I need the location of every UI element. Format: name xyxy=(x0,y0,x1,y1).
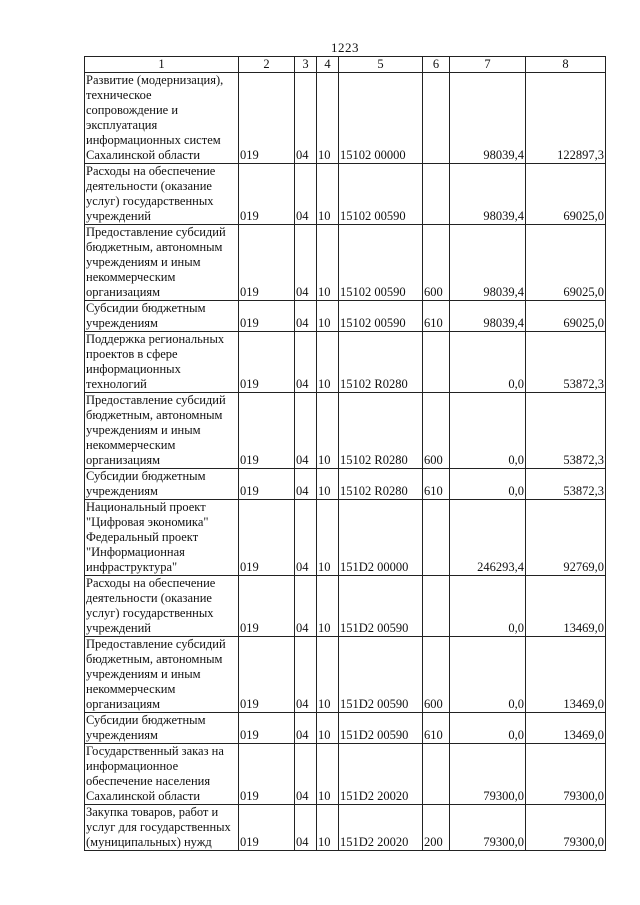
row-ministry-code: 019 xyxy=(239,469,295,500)
column-header: 6 xyxy=(423,57,450,73)
table-row xyxy=(85,744,606,805)
table-row xyxy=(85,73,606,164)
row-name: Расходы на обеспечение деятельности (оказание услуг) государственных учреждений xyxy=(85,576,239,637)
row-name: Субсидии бюджетным учреждениям xyxy=(85,301,239,332)
row-amount-col7: 98039,4 xyxy=(450,73,526,164)
row-target-article: 151D2 00590 xyxy=(339,637,423,713)
row-subsection-code: 10 xyxy=(317,500,339,576)
row-subsection-code: 10 xyxy=(317,393,339,469)
row-amount-col7: 246293,4 xyxy=(450,500,526,576)
row-subsection-code: 10 xyxy=(317,637,339,713)
row-section-code: 04 xyxy=(295,301,317,332)
row-expense-type xyxy=(423,744,450,805)
row-target-article: 151D2 00590 xyxy=(339,576,423,637)
row-amount-col7: 79300,0 xyxy=(450,744,526,805)
row-amount-col7: 0,0 xyxy=(450,332,526,393)
row-amount-col8: 53872,3 xyxy=(526,332,606,393)
row-ministry-code: 019 xyxy=(239,225,295,301)
column-header: 5 xyxy=(339,57,423,73)
row-section-code: 04 xyxy=(295,713,317,744)
row-subsection-code: 10 xyxy=(317,301,339,332)
row-subsection-code: 10 xyxy=(317,469,339,500)
row-expense-type: 600 xyxy=(423,393,450,469)
row-expense-type: 600 xyxy=(423,225,450,301)
row-section-code: 04 xyxy=(295,576,317,637)
row-section-code: 04 xyxy=(295,164,317,225)
row-amount-col8: 69025,0 xyxy=(526,225,606,301)
row-name: Предоставление субсидий бюджетным, автономным учреждениям и иным некоммерческим организациям xyxy=(85,637,239,713)
row-target-article: 15102 00590 xyxy=(339,225,423,301)
row-ministry-code: 019 xyxy=(239,744,295,805)
row-section-code: 04 xyxy=(295,744,317,805)
row-expense-type: 610 xyxy=(423,713,450,744)
row-subsection-code: 10 xyxy=(317,164,339,225)
row-target-article: 15102 R0280 xyxy=(339,469,423,500)
row-amount-col8: 69025,0 xyxy=(526,301,606,332)
row-amount-col8: 69025,0 xyxy=(526,164,606,225)
row-section-code: 04 xyxy=(295,332,317,393)
table-row xyxy=(85,805,606,851)
row-amount-col8: 13469,0 xyxy=(526,637,606,713)
column-header: 4 xyxy=(317,57,339,73)
page-number: 1223 xyxy=(331,40,359,55)
row-subsection-code: 10 xyxy=(317,73,339,164)
row-amount-col8: 92769,0 xyxy=(526,500,606,576)
table-row xyxy=(85,576,606,637)
row-amount-col7: 0,0 xyxy=(450,393,526,469)
table-row xyxy=(85,301,606,332)
table-header-row xyxy=(85,57,606,73)
row-name: Расходы на обеспечение деятельности (оказание услуг) государственных учреждений xyxy=(85,164,239,225)
row-target-article: 151D2 20020 xyxy=(339,744,423,805)
row-expense-type xyxy=(423,164,450,225)
row-section-code: 04 xyxy=(295,805,317,851)
row-ministry-code: 019 xyxy=(239,576,295,637)
row-amount-col7: 79300,0 xyxy=(450,805,526,851)
row-name: Национальный проект "Цифровая экономика" Федеральный проект "Информационная инфраструктура" xyxy=(85,500,239,576)
row-expense-type xyxy=(423,576,450,637)
budget-table xyxy=(84,56,606,851)
row-section-code: 04 xyxy=(295,73,317,164)
row-ministry-code: 019 xyxy=(239,500,295,576)
row-ministry-code: 019 xyxy=(239,637,295,713)
row-section-code: 04 xyxy=(295,393,317,469)
row-ministry-code: 019 xyxy=(239,301,295,332)
row-target-article: 15102 R0280 xyxy=(339,393,423,469)
row-amount-col7: 0,0 xyxy=(450,469,526,500)
row-amount-col7: 0,0 xyxy=(450,713,526,744)
row-amount-col8: 13469,0 xyxy=(526,576,606,637)
row-amount-col7: 98039,4 xyxy=(450,301,526,332)
row-amount-col8: 122897,3 xyxy=(526,73,606,164)
row-amount-col7: 98039,4 xyxy=(450,225,526,301)
row-ministry-code: 019 xyxy=(239,332,295,393)
table-row xyxy=(85,225,606,301)
row-name: Государственный заказ на информационное обеспечение населения Сахалинской области xyxy=(85,744,239,805)
row-ministry-code: 019 xyxy=(239,713,295,744)
row-section-code: 04 xyxy=(295,500,317,576)
row-ministry-code: 019 xyxy=(239,164,295,225)
table-row xyxy=(85,393,606,469)
table-row xyxy=(85,713,606,744)
row-subsection-code: 10 xyxy=(317,805,339,851)
table-row xyxy=(85,637,606,713)
row-amount-col7: 0,0 xyxy=(450,637,526,713)
column-header: 3 xyxy=(295,57,317,73)
row-amount-col8: 79300,0 xyxy=(526,744,606,805)
column-header: 7 xyxy=(450,57,526,73)
row-target-article: 15102 00590 xyxy=(339,301,423,332)
row-name: Поддержка региональных проектов в сфере информационных технологий xyxy=(85,332,239,393)
row-target-article: 15102 R0280 xyxy=(339,332,423,393)
row-expense-type xyxy=(423,73,450,164)
row-name: Закупка товаров, работ и услуг для государственных (муниципальных) нужд xyxy=(85,805,239,851)
row-ministry-code: 019 xyxy=(239,393,295,469)
row-target-article: 15102 00590 xyxy=(339,164,423,225)
row-name: Предоставление субсидий бюджетным, автономным учреждениям и иным некоммерческим организациям xyxy=(85,393,239,469)
row-target-article: 15102 00000 xyxy=(339,73,423,164)
row-name: Субсидии бюджетным учреждениям xyxy=(85,713,239,744)
row-target-article: 151D2 20020 xyxy=(339,805,423,851)
row-expense-type: 600 xyxy=(423,637,450,713)
row-amount-col7: 98039,4 xyxy=(450,164,526,225)
row-ministry-code: 019 xyxy=(239,73,295,164)
row-amount-col8: 53872,3 xyxy=(526,393,606,469)
row-section-code: 04 xyxy=(295,225,317,301)
row-amount-col7: 0,0 xyxy=(450,576,526,637)
row-subsection-code: 10 xyxy=(317,225,339,301)
row-subsection-code: 10 xyxy=(317,332,339,393)
row-expense-type: 200 xyxy=(423,805,450,851)
row-subsection-code: 10 xyxy=(317,744,339,805)
table-row xyxy=(85,164,606,225)
row-subsection-code: 10 xyxy=(317,713,339,744)
row-amount-col8: 79300,0 xyxy=(526,805,606,851)
column-header: 1 xyxy=(85,57,239,73)
row-amount-col8: 13469,0 xyxy=(526,713,606,744)
row-section-code: 04 xyxy=(295,469,317,500)
row-expense-type xyxy=(423,332,450,393)
row-section-code: 04 xyxy=(295,637,317,713)
table-row xyxy=(85,500,606,576)
row-target-article: 151D2 00590 xyxy=(339,713,423,744)
row-expense-type: 610 xyxy=(423,301,450,332)
row-name: Развитие (модернизация), техническое сопровождение и эксплуатация информационных систем Сахалинской области xyxy=(85,73,239,164)
row-ministry-code: 019 xyxy=(239,805,295,851)
row-name: Субсидии бюджетным учреждениям xyxy=(85,469,239,500)
row-subsection-code: 10 xyxy=(317,576,339,637)
row-name: Предоставление субсидий бюджетным, автономным учреждениям и иным некоммерческим организациям xyxy=(85,225,239,301)
row-target-article: 151D2 00000 xyxy=(339,500,423,576)
row-expense-type xyxy=(423,500,450,576)
row-expense-type: 610 xyxy=(423,469,450,500)
column-header: 2 xyxy=(239,57,295,73)
column-header: 8 xyxy=(526,57,606,73)
row-amount-col8: 53872,3 xyxy=(526,469,606,500)
table-row xyxy=(85,469,606,500)
table-row xyxy=(85,332,606,393)
